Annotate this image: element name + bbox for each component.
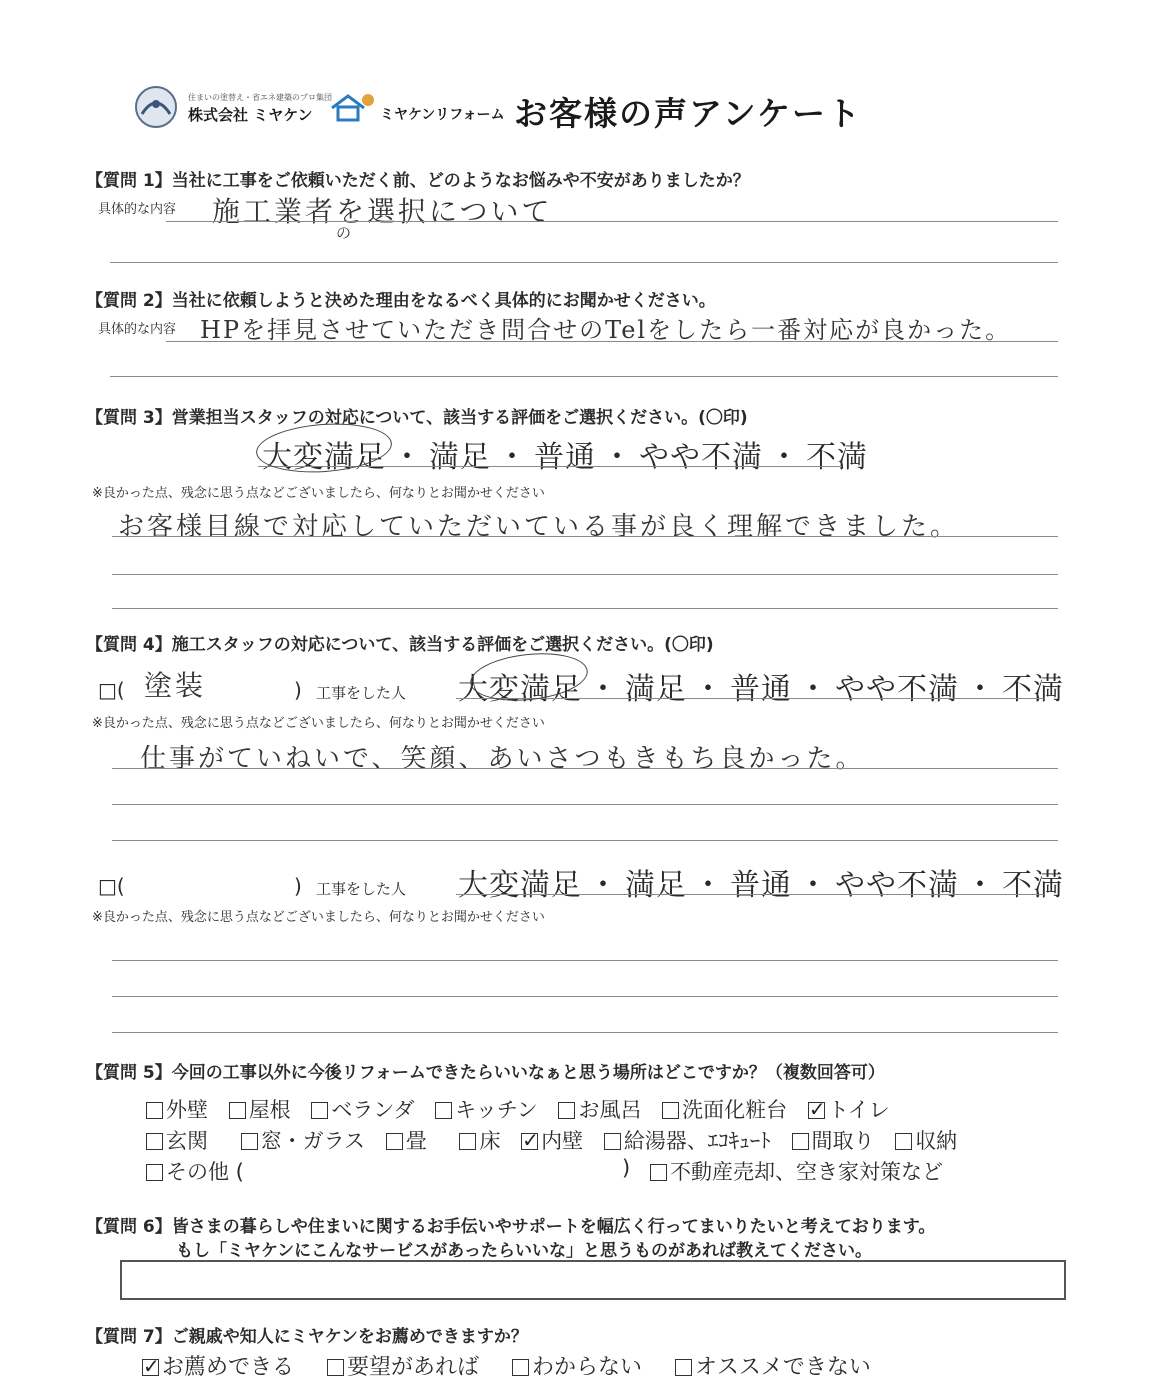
company-tagline: 住まいの塗替え・省エネ建築のプロ集団 xyxy=(188,93,332,102)
separator: ・ xyxy=(588,672,619,707)
checkbox-label: お風呂 xyxy=(578,1098,642,1122)
checkbox-box[interactable] xyxy=(675,1359,692,1376)
checkbox-box[interactable] xyxy=(792,1133,809,1150)
checkbox-label: 畳 xyxy=(405,1129,427,1153)
rating-option-satisfied[interactable]: 満足 xyxy=(625,868,687,903)
checkbox-entrance[interactable] xyxy=(146,1125,208,1155)
checkbox-vanity[interactable] xyxy=(662,1094,787,1124)
rating-option-very-satisfied[interactable]: 大変満足 xyxy=(458,868,582,903)
company-name: 株式会社 ミヤケン xyxy=(188,106,313,124)
checkbox-water-heater[interactable] xyxy=(604,1125,771,1155)
page-title: お客様の声アンケート xyxy=(514,94,863,133)
answer-line xyxy=(166,341,1058,342)
worker-checkbox[interactable]: □( xyxy=(98,678,125,702)
checkbox-real-estate[interactable] xyxy=(650,1156,943,1186)
separator: ・ xyxy=(798,868,829,903)
answer-line xyxy=(110,376,1058,377)
detail-label: 具体的な内容 xyxy=(98,322,177,337)
checkbox-label: お薦めできる xyxy=(162,1355,295,1380)
rating-scale xyxy=(458,860,1064,904)
checkbox-box[interactable] xyxy=(229,1102,246,1119)
company-mascot-logo xyxy=(134,84,178,130)
checkbox-bath[interactable] xyxy=(558,1094,641,1124)
question-2-answer: HPを拝見させていただき問合せのTelをしたら一番対応が良かった。 xyxy=(200,316,1012,344)
checkbox-label: 洗面化粧台 xyxy=(682,1098,788,1122)
checkbox-box-checked[interactable] xyxy=(142,1359,159,1376)
checkbox-box[interactable] xyxy=(604,1133,621,1150)
separator: ・ xyxy=(497,440,528,475)
checkbox-box[interactable] xyxy=(662,1102,679,1119)
checkbox-row-2 xyxy=(146,1125,971,1155)
separator: ・ xyxy=(769,440,800,475)
rating-option-satisfied[interactable]: 満足 xyxy=(429,440,491,475)
rating-option-neutral[interactable]: 普通 xyxy=(534,440,596,475)
option-dont-know[interactable] xyxy=(512,1350,642,1381)
checkbox-label: 屋根 xyxy=(248,1098,291,1122)
checkbox-box[interactable] xyxy=(512,1359,529,1376)
checkbox-box[interactable] xyxy=(146,1133,163,1150)
other-close-bracket: ) xyxy=(622,1156,631,1180)
checkbox-floor[interactable] xyxy=(459,1125,500,1155)
house-logo-icon xyxy=(330,92,376,122)
checkbox-tatami[interactable] xyxy=(386,1125,427,1155)
checkbox-floor-plan[interactable] xyxy=(792,1125,875,1155)
checkbox-box[interactable] xyxy=(386,1133,403,1150)
checkbox-box[interactable] xyxy=(895,1133,912,1150)
checkbox-exterior-wall[interactable] xyxy=(146,1094,208,1124)
comment-prompt: ※良かった点、残念に思う点などございましたら、何なりとお聞かせください xyxy=(92,486,545,501)
question-3-label: 【質問 3】営業担当スタッフの対応について、該当する評価をご選択ください。(〇印) xyxy=(86,408,748,428)
rating-option-neutral[interactable]: 普通 xyxy=(730,868,792,903)
answer-line xyxy=(112,1032,1058,1033)
checkbox-row-1 xyxy=(146,1094,904,1124)
checkbox-toilet[interactable] xyxy=(808,1094,890,1124)
rating-option-somewhat-dissatisfied[interactable]: やや不満 xyxy=(639,440,763,475)
checkbox-label: 窓・ガラス xyxy=(260,1129,366,1153)
answer-line xyxy=(112,960,1058,961)
question-7-label: 【質問 7】ご親戚や知人にミヤケンをお薦めできますか？ xyxy=(86,1327,528,1347)
option-not-recommend[interactable] xyxy=(675,1350,871,1381)
checkbox-box-checked[interactable] xyxy=(521,1133,538,1150)
question-1-label: 【質問 1】当社に工事をご依頼いただく前、どのようなお悩みや不安がありましたか？ xyxy=(86,171,750,191)
worker-bracket-close: ) xyxy=(294,678,302,702)
checkbox-roof[interactable] xyxy=(229,1094,291,1124)
question-6-label: 【質問 6】皆さまの暮らしや住まいに関するお手伝いやサポートを幅広く行ってまいりたいと考えております。 xyxy=(86,1217,936,1237)
checkbox-box[interactable] xyxy=(459,1133,476,1150)
separator: ・ xyxy=(798,672,829,707)
question-6-label-2: もし「ミヤケンにこんなサービスがあったらいいな」と思うものがあれば教えてください。 xyxy=(176,1241,872,1261)
worker-checkbox[interactable]: □( xyxy=(98,874,125,898)
worker-name[interactable]: 塗装 xyxy=(144,669,207,702)
option-recommend[interactable] xyxy=(142,1350,294,1381)
checkbox-label: 不動産売却、空き家対策など xyxy=(670,1160,943,1184)
separator: ・ xyxy=(965,672,996,707)
checkbox-box-checked[interactable] xyxy=(808,1102,825,1119)
rating-option-satisfied[interactable]: 満足 xyxy=(625,672,687,707)
separator: ・ xyxy=(693,672,724,707)
separator: ・ xyxy=(693,868,724,903)
checkbox-label: 玄関 xyxy=(166,1129,208,1153)
checkbox-box[interactable] xyxy=(146,1102,163,1119)
detail-label: 具体的な内容 xyxy=(98,202,177,217)
checkbox-label: 外壁 xyxy=(166,1098,208,1122)
separator: ・ xyxy=(588,868,619,903)
checkbox-label: オススメできない xyxy=(695,1355,871,1380)
rating-option-somewhat-dissatisfied[interactable]: やや不満 xyxy=(835,672,959,707)
rating-option-very-satisfied[interactable]: 大変満足 xyxy=(262,440,386,475)
separator: ・ xyxy=(392,440,423,475)
worker-bracket-close: ) xyxy=(294,874,302,898)
answer-line xyxy=(166,221,1058,222)
question-1-answer-note: の xyxy=(336,224,355,242)
checkbox-box[interactable] xyxy=(241,1133,258,1150)
checkbox-row-3 xyxy=(146,1156,1046,1186)
checkbox-box[interactable] xyxy=(146,1164,163,1181)
checkbox-label: わからない xyxy=(532,1355,643,1380)
rating-option-neutral[interactable]: 普通 xyxy=(730,672,792,707)
checkbox-label: 内壁 xyxy=(541,1129,584,1153)
question-4-label: 【質問 4】施工スタッフの対応について、該当する評価をご選択ください。(〇印) xyxy=(86,635,714,655)
rating-option-dissatisfied[interactable]: 不満 xyxy=(806,440,868,475)
worker-1-comment: 仕事がていねいで、笑顔、あいさつもきもち良かった。 xyxy=(140,744,865,774)
answer-line xyxy=(112,840,1058,841)
checkbox-veranda[interactable] xyxy=(311,1094,414,1124)
separator: ・ xyxy=(602,440,633,475)
answer-line xyxy=(112,608,1058,609)
comment-prompt: ※良かった点、残念に思う点などございましたら、何なりとお聞かせください xyxy=(92,910,545,925)
question-6-answer-box[interactable] xyxy=(120,1260,1066,1300)
checkbox-label: トイレ xyxy=(827,1098,890,1122)
checkbox-box[interactable] xyxy=(558,1102,575,1119)
checkbox-label: ベランダ xyxy=(331,1098,415,1122)
checkbox-storage[interactable] xyxy=(895,1125,957,1155)
answer-line xyxy=(112,574,1058,575)
checkbox-label: 収納 xyxy=(915,1129,958,1153)
checkbox-label: キッチン xyxy=(455,1098,538,1122)
rating-option-dissatisfied[interactable]: 不満 xyxy=(1002,868,1064,903)
question-3-comment: お客様目線で対応していただいている事が良く理解できました。 xyxy=(118,512,960,542)
checkbox-label: 間取り xyxy=(811,1129,875,1153)
checkbox-interior-wall[interactable] xyxy=(521,1125,583,1155)
checkbox-box[interactable] xyxy=(327,1359,344,1376)
answer-line xyxy=(112,804,1058,805)
answer-line xyxy=(112,536,1058,537)
rating-underline xyxy=(456,698,1044,699)
checkbox-box[interactable] xyxy=(435,1102,452,1119)
checkbox-label: 要望があれば xyxy=(347,1355,480,1380)
worker-label: 工事をした人 xyxy=(316,880,407,898)
checkbox-label: その他 ( xyxy=(166,1160,244,1184)
comment-prompt: ※良かった点、残念に思う点などございましたら、何なりとお聞かせください xyxy=(92,716,545,731)
rating-option-very-satisfied[interactable]: 大変満足 xyxy=(458,672,582,707)
question-2-label: 【質問 2】当社に依頼しようと決めた理由をなるべく具体的にお聞かせください。 xyxy=(86,291,716,311)
question-1-answer: 施工業者を選択について xyxy=(212,195,553,228)
worker-label: 工事をした人 xyxy=(316,684,407,702)
answer-line xyxy=(112,996,1058,997)
separator: ・ xyxy=(965,868,996,903)
answer-line xyxy=(112,768,1058,769)
checkbox-label: 床 xyxy=(479,1129,501,1153)
rating-option-somewhat-dissatisfied[interactable]: やや不満 xyxy=(835,868,959,903)
option-if-requested[interactable] xyxy=(327,1350,479,1381)
rating-underline xyxy=(456,894,1044,895)
checkbox-label: 給湯器、ｴｺｷｭｰﾄ xyxy=(623,1129,771,1153)
rating-option-dissatisfied[interactable]: 不満 xyxy=(1002,672,1064,707)
answer-line xyxy=(110,262,1058,263)
checkbox-box[interactable] xyxy=(650,1164,667,1181)
brand-name: ミヤケンリフォーム xyxy=(380,107,505,123)
checkbox-windows[interactable] xyxy=(241,1125,365,1155)
checkbox-other[interactable] xyxy=(146,1156,244,1186)
question-5-label: 【質問 5】今回の工事以外に今後リフォームできたらいいなぁと思う場所はどこですか？（複数回答可） xyxy=(86,1063,885,1083)
checkbox-box[interactable] xyxy=(311,1102,328,1119)
checkbox-kitchen[interactable] xyxy=(435,1094,538,1124)
recommend-options xyxy=(142,1350,885,1381)
